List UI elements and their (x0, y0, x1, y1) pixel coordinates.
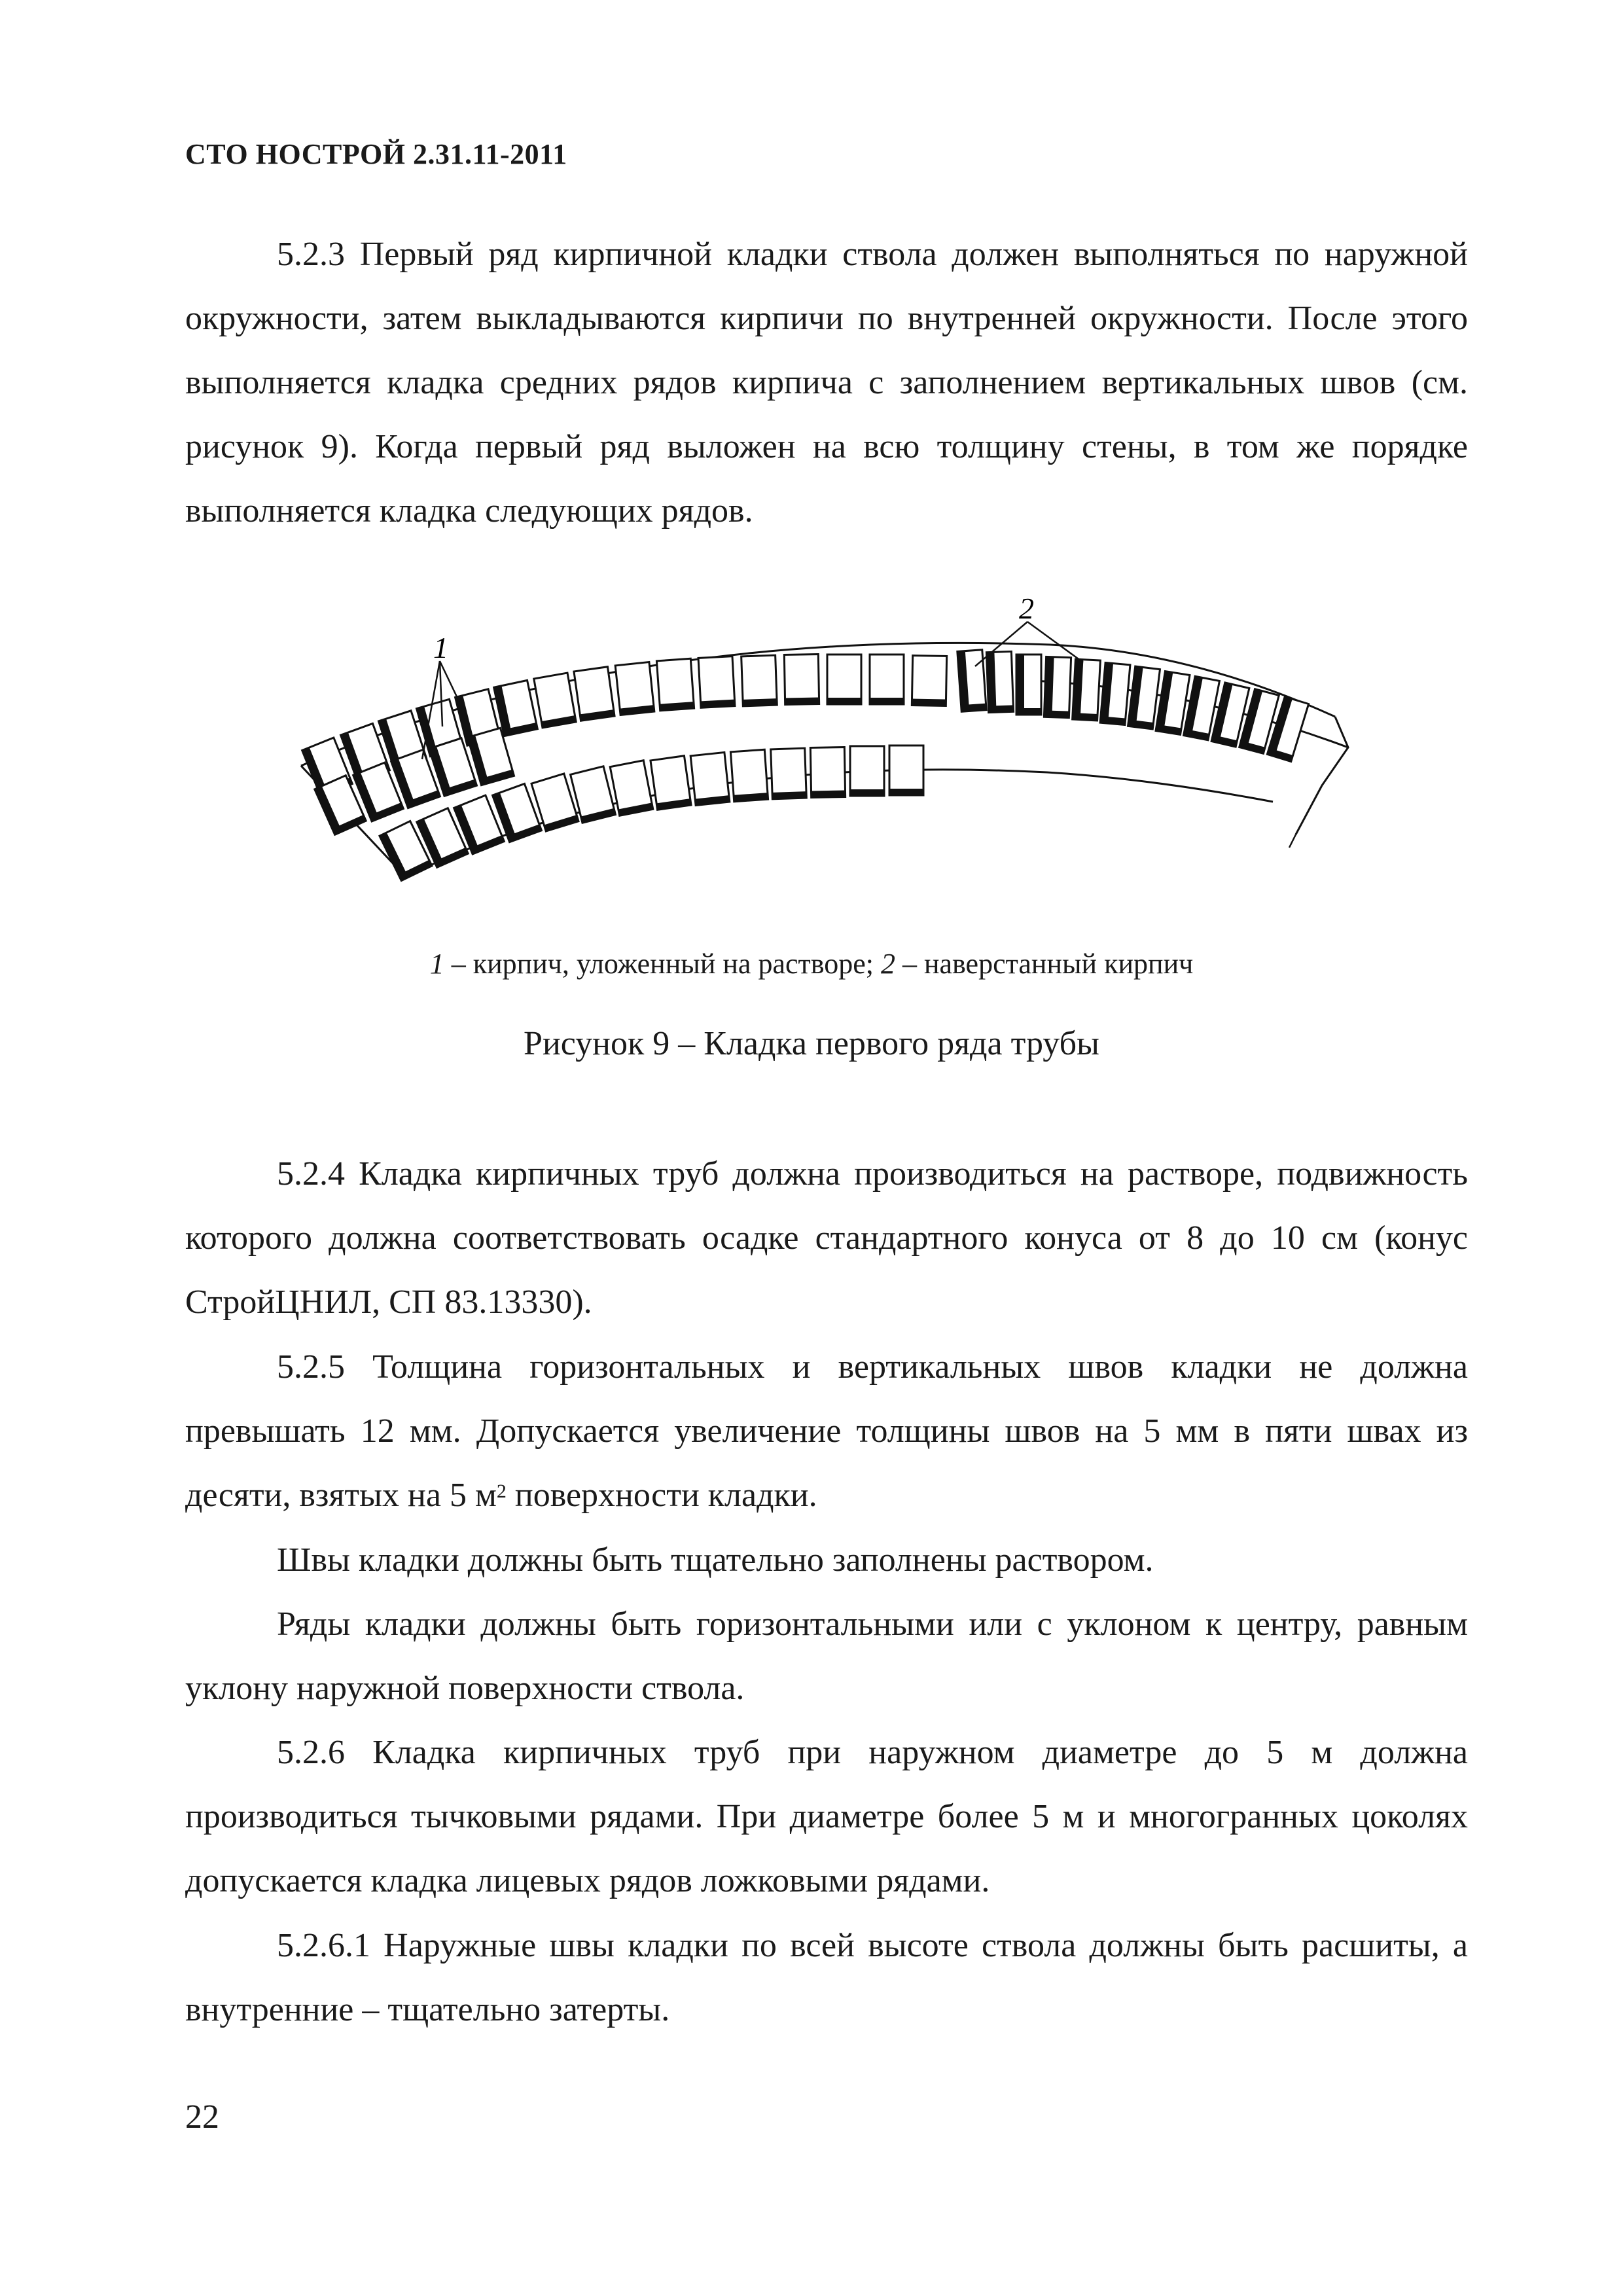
inner-row-brick (850, 746, 884, 796)
inner-row-brick (690, 752, 730, 805)
figure-9-brickwork (288, 576, 1400, 929)
figure-caption: Рисунок 9 – Кладка первого ряда трубы (524, 1025, 1099, 1062)
inner-row-brick (651, 756, 691, 810)
outer-row-brick (784, 655, 819, 705)
outer-row-brick (698, 656, 735, 708)
outer-row-brick (656, 658, 694, 710)
inner-row-brick (810, 747, 845, 798)
dry-laid-brick (1128, 666, 1160, 729)
dry-laid-brick (1016, 655, 1041, 715)
paragraph-5-2-6: 5.2.6 Кладка кирпичных труб при наружном диаметре до 5 м должна производиться тычковыми рядами. При диаметре более 5 м и многогранных цоколях допускается кладка лицевых рядов ложковыми рядами. (185, 1734, 1468, 1899)
paragraph-seams: Швы кладки должны быть тщательно заполнены раствором. (277, 1541, 1154, 1579)
paragraph-rows: Ряды кладки должны быть горизонтальными или с уклоном к центру, равным уклону наружной поверхности ствола. (185, 1605, 1468, 1707)
outer-row-brick (741, 655, 777, 706)
inner-row-brick (771, 748, 807, 799)
outer-row-brick (615, 662, 654, 715)
paragraph-5-2-3: 5.2.3 Первый ряд кирпичной кладки ствола должен выполняться по наружной окружности, затем выкладываются кирпичи по внутренней окружности. После этого выполняется кладка средних рядов кирпича с заполнением вертикальных швов (см. рисунок 9). Когда первый ряд выложен на всю толщину стены, в том же порядке выполняется кладка следующих рядов. (185, 236, 1468, 529)
outer-row-brick (827, 655, 861, 704)
outer-row-brick (534, 673, 576, 728)
dry-laid-brick (1044, 656, 1071, 717)
paragraph-5-2-4: 5.2.4 Кладка кирпичных труб должна производиться на растворе, подвижность которого должна соответствовать осадке стандартного конуса от 8 до 10 см (конус СтройЦНИЛ, СП 83.13330). (185, 1155, 1468, 1321)
page-number: 22 (185, 2098, 219, 2136)
inner-row-brick (889, 745, 923, 795)
outer-row-brick (912, 656, 946, 706)
paragraph-5-2-6-1: 5.2.6.1 Наружные швы кладки по всей высоте ствола должны быть расшиты, а внутренние – тщательно затерты. (185, 1927, 1468, 2028)
outer-row-brick (574, 667, 615, 721)
dry-laid-brick (1073, 659, 1101, 721)
leader-tick-right (1289, 834, 1296, 848)
inner-row-brick (610, 761, 653, 816)
paragraph-5-2-5: 5.2.5 Толщина горизонтальных и вертикальных швов кладки не должна превышать 12 мм. Допускается увеличение толщины швов на 5 мм в пяти швах из десяти, взятых на 5 $м^2$ поверхности кладки. (185, 1348, 1468, 1514)
brickwork-drawing (288, 576, 1400, 929)
dry-laid-brick (986, 651, 1013, 712)
outer-row-brick (870, 655, 904, 704)
document-header: СТО НОСТРОЙ 2.31.11-2011 (185, 138, 567, 170)
inner-row-brick (730, 749, 768, 801)
dry-laid-brick (957, 650, 986, 711)
figure-label-1: 1 (433, 631, 448, 664)
dry-laid-brick (1100, 663, 1130, 725)
right-end (1296, 717, 1348, 834)
figure-label-2: 2 (1019, 592, 1034, 625)
figure-legend: 1 – кирпич, уложенный на растворе; 2 – наверстанный кирпич (429, 948, 1194, 980)
